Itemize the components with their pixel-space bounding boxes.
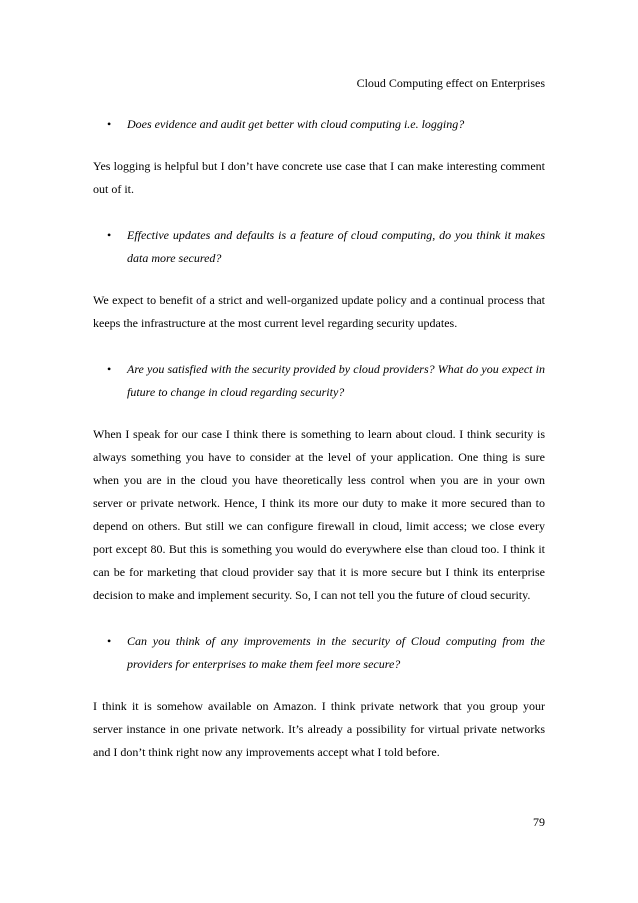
- question-1: [93, 113, 545, 136]
- question-text: Does evidence and audit get better with cloud computing i.e. logging?: [127, 117, 465, 131]
- qa-block-4: [93, 630, 545, 764]
- answer-1: Yes logging is helpful but I don’t have concrete use case that I can make interesting comment out of it.: [93, 159, 545, 196]
- qa-block-1: [93, 113, 545, 224]
- question-4: [93, 630, 545, 676]
- bullet-icon: •: [107, 117, 112, 131]
- bullet-icon: •: [107, 228, 112, 242]
- qa-block-2: [93, 224, 545, 358]
- question-text: Can you think of any improvements in the security of Cloud computing from the providers for enterprises to make them feel more secure?: [127, 634, 545, 671]
- bullet-icon: •: [107, 362, 112, 376]
- page-content: [93, 113, 545, 764]
- question-2: [93, 224, 545, 270]
- question-text: Effective updates and defaults is a feature of cloud computing, do you think it makes data more secured?: [127, 228, 545, 265]
- answer-4: I think it is somehow available on Amazon. I think private network that you group your server instance in one private network. It’s already a possibility for virtual private networks and I don’t think right now any improvements accept what I told before.: [93, 699, 545, 759]
- answer-3: When I speak for our case I think there is something to learn about cloud. I think security is always something you have to consider at the level of your application. One thing is sure when you are in the cloud you have theoretically less control when you are in your own server or private network. Hence, I think its more our duty to make it more secured than to depend on others. But still we can configure firewall in cloud, limit access; we close every port except 80. But this is something you would do everywhere else than cloud too. I think it can be for marketing that cloud provider say that it is more secure but I think its enterprise decision to make and implement security. So, I can not tell you the future of cloud security.: [93, 427, 545, 602]
- page-number: 79: [533, 815, 545, 829]
- qa-block-3: [93, 358, 545, 630]
- bullet-icon: •: [107, 634, 112, 648]
- running-header: Cloud Computing effect on Enterprises: [356, 76, 545, 90]
- question-text: Are you satisfied with the security provided by cloud providers? What do you expect in future to change in cloud regarding security?: [127, 362, 545, 399]
- answer-2: We expect to benefit of a strict and well-organized update policy and a continual process that keeps the infrastructure at the most current level regarding security updates.: [93, 293, 545, 330]
- question-3: [93, 358, 545, 404]
